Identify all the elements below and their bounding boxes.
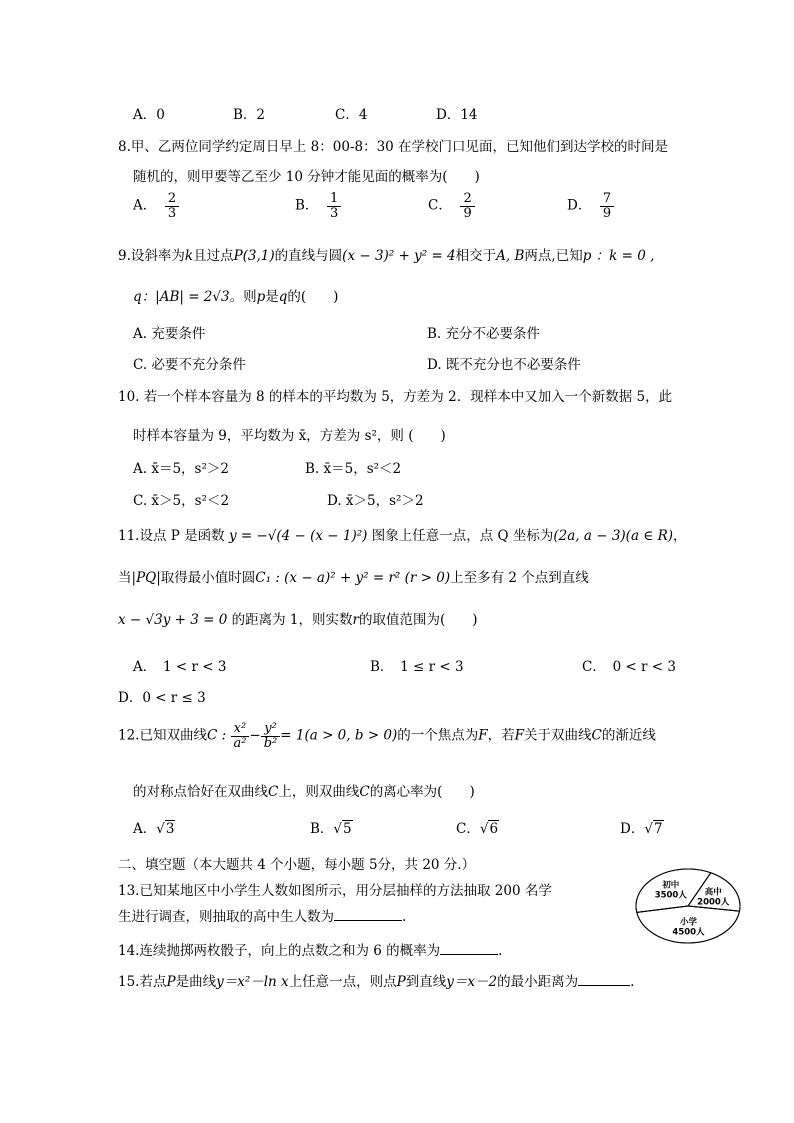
q11-option-b: B． 1 ≤ r < 3 — [370, 659, 464, 675]
q9-option-c: C. 必要不充分条件 — [133, 357, 246, 373]
q8-stem-line2: 随机的，则甲要等乙至少 10 分钟才能见面的概率为( ) — [133, 169, 480, 185]
q8-option-d: D． $\frac{7}{9}$ — [567, 192, 614, 220]
q12-stem-line1: 12.已知双曲线C : $\frac{\text{x²}}{\text{a²}}$ − $\frac{\text{y²}}{\text{b²}}$ = 1(a > 0, b > 0)的一个焦点为F，若F关于双曲线C的渐近线 — [118, 721, 656, 751]
q11-option-d: D．0 < r ≤ 3 — [118, 690, 206, 706]
q9-option-a: A. 充要条件 — [133, 326, 206, 342]
q8-stem-line1: 8.甲、乙两位同学约定周日早上 8：00-8：30 在学校门口见面，已知他们到达学校的时间是 — [118, 139, 669, 155]
q10-option-a: A. x̄＝5，s²＞2 — [133, 461, 229, 477]
q9-stem-line1: 9.设斜率为k且过点P(3,1)的直线与圆(x − 3)² + y² = 4相交于A, B两点,已知p ：k = 0 , — [118, 248, 655, 264]
q9-option-b: B. 充分不必要条件 — [427, 326, 541, 342]
q11-stem-line1: 11.设点 P 是函数 y = −√(4 − (x − 1)²) 图象上任意一点，点 Q 坐标为(2a, a − 3)(a ∈ R)， — [118, 528, 687, 544]
q9-stem-line2: q：|AB| = 2√3。则p是q的( ) — [133, 289, 339, 305]
q12-option-c: C．√6 — [456, 821, 499, 837]
q12-option-a: A．√3 — [133, 821, 175, 837]
slice-junior-high-label-value: 3500人 — [654, 890, 687, 901]
section-title: 二、填空题（本大题共 4 个小题，每小题 5分，共 20 分.） — [118, 857, 476, 873]
q14-stem: 14.连续抛掷两枚骰子，向上的点数之和为 6 的概率为 . — [118, 943, 503, 959]
q11-option-c: C． 0 < r < 3 — [582, 659, 676, 675]
q11-stem-line2: 当|PQ|取得最小值时圆C₁ : (x − a)² + y² = r² (r > 0)上至多有 2 个点到直线 — [118, 570, 589, 586]
q12-option-b: B．√5 — [310, 821, 352, 837]
slice-primary-label-value: 4500人 — [672, 927, 705, 938]
q7-option-c: C．4 — [335, 107, 368, 123]
q14-answer-blank — [440, 954, 498, 955]
q13-stem-line1: 13.已知某地区中小学生人数如图所示，用分层抽样的方法抽取 200 名学 — [118, 883, 552, 899]
q7-option-a: A．0 — [133, 107, 165, 123]
slice-primary-label-name: 小学 — [679, 917, 698, 928]
q13-stem-line2: 生进行调查，则抽取的高中生人数为 . — [118, 909, 407, 925]
q8-option-a: A． $\frac{2}{3}$ — [133, 192, 179, 220]
q10-stem-line2: 时样本容量为 9，平均数为 x̄，方差为 s²，则 ( ) — [133, 428, 446, 444]
q15-stem: 15.若点P是曲线y＝x²－ln x上任意一点，则点P到直线y＝x－2的最小距离为 . — [118, 974, 635, 990]
q11-stem-line3: x − √3y + 3 = 0 的距离为 1，则实数r的取值范围为( ) — [118, 612, 478, 628]
q10-option-b: B. x̄＝5，s²＜2 — [305, 461, 402, 477]
q15-answer-blank — [578, 985, 630, 986]
q10-option-c: C. x̄＞5，s²＜2 — [133, 493, 230, 509]
q8-option-c: C． $\frac{2}{9}$ — [428, 192, 475, 220]
q10-stem-line1: 10. 若一个样本容量为 8 的样本的平均数为 5，方差为 2．现样本中又加入一个新数据 5，此 — [118, 389, 673, 405]
slice-senior-high-label-name: 高中 — [704, 887, 722, 898]
q8-option-b: B． $\frac{1}{3}$ — [295, 192, 341, 220]
q13-answer-blank — [334, 920, 402, 921]
slice-junior-high-label-name: 初中 — [662, 880, 680, 891]
q11-option-a: A． 1 < r < 3 — [133, 659, 227, 675]
q12-option-d: D．√7 — [620, 821, 663, 837]
q7-option-d: D．14 — [436, 107, 478, 123]
pie-chart — [632, 866, 744, 946]
q7-option-b: B．2 — [233, 107, 266, 123]
slice-senior-high-label-value: 2000人 — [697, 897, 730, 908]
q12-stem-line2: 的对称点恰好在双曲线C上，则双曲线C的离心率为( ) — [133, 784, 475, 800]
q9-option-d: D. 既不充分也不必要条件 — [427, 357, 581, 373]
q10-option-d: D. x̄＞5，s²＞2 — [327, 493, 424, 509]
